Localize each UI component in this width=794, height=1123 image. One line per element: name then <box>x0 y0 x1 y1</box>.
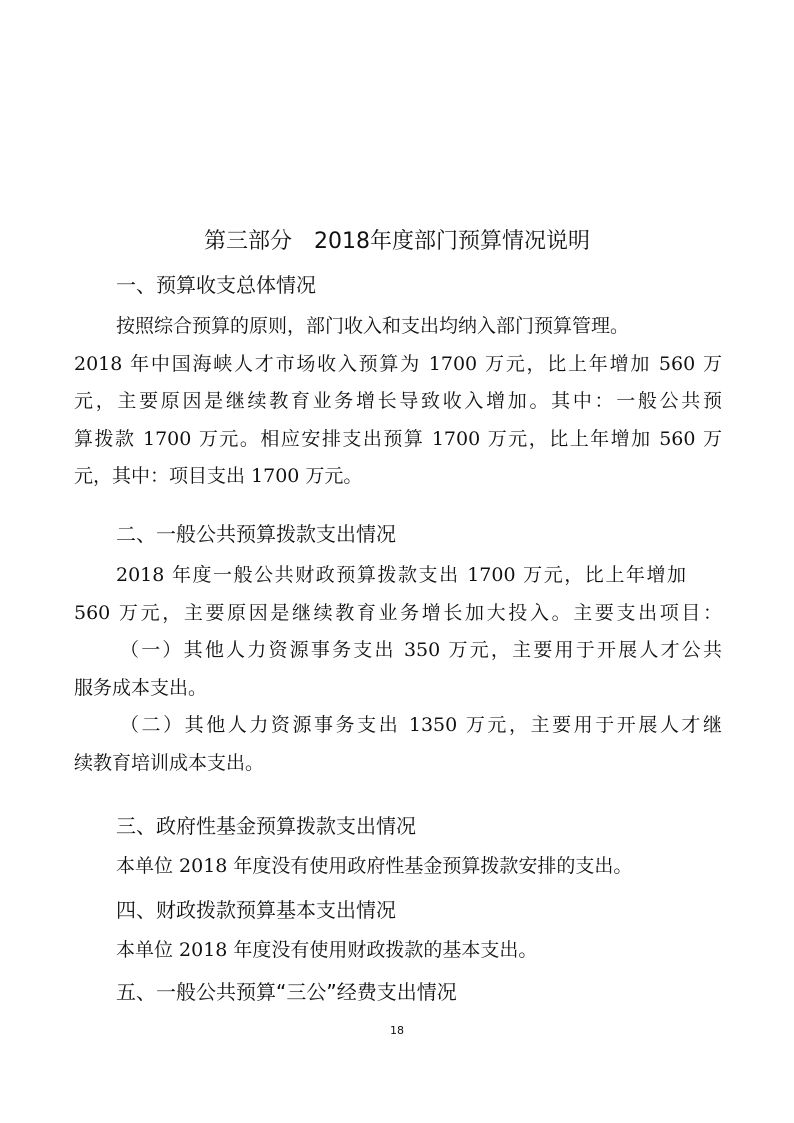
section-heading-5: 五、一般公共预算“三公”经费支出情况 <box>116 980 457 1004</box>
section-2-paragraph <box>74 557 722 782</box>
paragraph-line: 元，主要原因是继续教育业务增长导致收入增加。其中：一般公共预 <box>74 390 722 412</box>
section-heading-4: 四、财政拨款预算基本支出情况 <box>116 898 396 922</box>
paragraph-line: （一）其他人力资源事务支出 350 万元，主要用于开展人才公共 <box>120 639 722 661</box>
paragraph-line: （二）其他人力资源事务支出 1350 万元，主要用于开展人才继 <box>120 714 722 736</box>
section-1-paragraph <box>74 308 722 496</box>
section-3-text: 本单位 2018 年度没有使用政府性基金预算拨款安排的支出。 <box>116 855 633 877</box>
section-heading-1: 一、预算收支总体情况 <box>116 273 316 297</box>
paragraph-line: 算拨款 1700 万元。相应安排支出预算 1700 万元，比上年增加 560 万 <box>74 427 722 450</box>
paragraph-line: 续教育培训成本支出。 <box>74 751 265 774</box>
paragraph-line: 元，其中：项目支出 1700 万元。 <box>74 465 363 487</box>
section-heading-2: 二、一般公共预算拨款支出情况 <box>116 522 396 546</box>
section-4-text: 本单位 2018 年度没有使用财政拨款的基本支出。 <box>116 939 538 961</box>
section-heading-3: 三、政府性基金预算拨款支出情况 <box>116 814 416 838</box>
paragraph-line: 服务成本支出。 <box>74 676 208 699</box>
paragraph-line: 2018 年度一般公共财政预算拨款支出 1700 万元，比上年增加 <box>116 564 686 586</box>
paragraph-line: 按照综合预算的原则，部门收入和支出均纳入部门预算管理。 <box>116 315 630 337</box>
page-title: 第三部分 2018年度部门预算情况说明 <box>204 229 590 254</box>
paragraph-line: 560 万元，主要原因是继续教育业务增长加大投入。主要支出项目： <box>74 601 722 624</box>
page-number: 18 <box>390 1024 404 1037</box>
paragraph-line: 2018 年中国海峡人才市场收入预算为 1700 万元，比上年增加 560 万 <box>74 352 722 375</box>
